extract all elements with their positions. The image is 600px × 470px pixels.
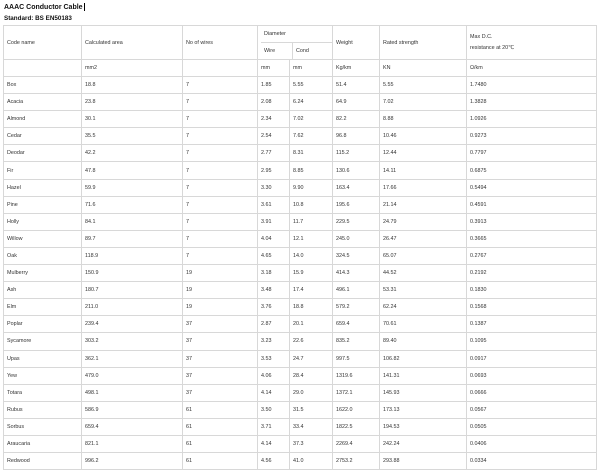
header-rated-strength: Rated strength bbox=[380, 26, 467, 60]
cell-rated-strength: 7.02 bbox=[380, 94, 467, 111]
cell-code-name: Acacia bbox=[4, 94, 82, 111]
cell-no-of-wires: 61 bbox=[183, 401, 258, 418]
cell-code-name: Redwood bbox=[4, 453, 82, 470]
cell-max-dc-resistance: 0.0505 bbox=[467, 418, 597, 435]
cell-wire-diameter: 4.56 bbox=[258, 453, 290, 470]
header-max-dc-line1: Max D.C. bbox=[470, 33, 493, 40]
cell-rated-strength: 24.79 bbox=[380, 213, 467, 230]
cell-wire-diameter: 3.61 bbox=[258, 196, 290, 213]
table-row bbox=[4, 179, 597, 196]
cell-wire-diameter: 3.91 bbox=[258, 213, 290, 230]
cell-wire-diameter: 2.87 bbox=[258, 316, 290, 333]
cell-cond-diameter: 6.24 bbox=[290, 94, 333, 111]
cell-wire-diameter: 4.65 bbox=[258, 247, 290, 264]
header-weight: Weight bbox=[333, 26, 380, 60]
cell-max-dc-resistance: 1.0926 bbox=[467, 111, 597, 128]
cell-rated-strength: 70.61 bbox=[380, 316, 467, 333]
cell-wire-diameter: 3.53 bbox=[258, 350, 290, 367]
cell-rated-strength: 141.31 bbox=[380, 367, 467, 384]
cell-code-name: Oak bbox=[4, 247, 82, 264]
cell-weight: 324.5 bbox=[333, 247, 380, 264]
cell-wire-diameter: 3.23 bbox=[258, 333, 290, 350]
cell-max-dc-resistance: 0.6875 bbox=[467, 162, 597, 179]
cell-no-of-wires: 7 bbox=[183, 179, 258, 196]
table-row bbox=[4, 162, 597, 179]
table-row bbox=[4, 453, 597, 470]
cell-max-dc-resistance: 0.0917 bbox=[467, 350, 597, 367]
unit-cond: mm bbox=[290, 60, 333, 77]
cell-wire-diameter: 2.95 bbox=[258, 162, 290, 179]
cell-code-name: Totara bbox=[4, 384, 82, 401]
table-row bbox=[4, 230, 597, 247]
cell-calculated-area: 35.5 bbox=[82, 128, 183, 145]
cell-code-name: Yew bbox=[4, 367, 82, 384]
cell-max-dc-resistance: 0.0693 bbox=[467, 367, 597, 384]
table-row bbox=[4, 350, 597, 367]
cell-weight: 997.5 bbox=[333, 350, 380, 367]
cell-calculated-area: 42.2 bbox=[82, 145, 183, 162]
cell-cond-diameter: 41.0 bbox=[290, 453, 333, 470]
cell-max-dc-resistance: 0.3665 bbox=[467, 230, 597, 247]
cell-no-of-wires: 61 bbox=[183, 435, 258, 452]
cell-calculated-area: 71.6 bbox=[82, 196, 183, 213]
cell-weight: 96.8 bbox=[333, 128, 380, 145]
cell-calculated-area: 996.2 bbox=[82, 453, 183, 470]
cell-code-name: Willow bbox=[4, 230, 82, 247]
cell-rated-strength: 5.55 bbox=[380, 77, 467, 94]
table-row bbox=[4, 299, 597, 316]
header-no-of-wires: No of wires bbox=[183, 26, 258, 60]
cell-weight: 1319.6 bbox=[333, 367, 380, 384]
cell-cond-diameter: 20.1 bbox=[290, 316, 333, 333]
cell-max-dc-resistance: 0.0334 bbox=[467, 453, 597, 470]
cell-code-name: Sycamore bbox=[4, 333, 82, 350]
table-row bbox=[4, 401, 597, 418]
cell-weight: 115.2 bbox=[333, 145, 380, 162]
cell-wire-diameter: 2.77 bbox=[258, 145, 290, 162]
header-row bbox=[4, 26, 597, 60]
cell-cond-diameter: 12.1 bbox=[290, 230, 333, 247]
cell-wire-diameter: 4.04 bbox=[258, 230, 290, 247]
unit-no-of-wires bbox=[183, 60, 258, 77]
document-title bbox=[4, 3, 85, 11]
cell-cond-diameter: 24.7 bbox=[290, 350, 333, 367]
cell-weight: 835.2 bbox=[333, 333, 380, 350]
cell-no-of-wires: 37 bbox=[183, 384, 258, 401]
cell-no-of-wires: 61 bbox=[183, 453, 258, 470]
table-row bbox=[4, 77, 597, 94]
cell-cond-diameter: 8.85 bbox=[290, 162, 333, 179]
standard-label: Standard: BS EN50183 bbox=[4, 15, 72, 22]
cell-max-dc-resistance: 0.9273 bbox=[467, 128, 597, 145]
cell-wire-diameter: 2.34 bbox=[258, 111, 290, 128]
cell-cond-diameter: 5.55 bbox=[290, 77, 333, 94]
cell-max-dc-resistance: 0.1568 bbox=[467, 299, 597, 316]
cell-calculated-area: 180.7 bbox=[82, 282, 183, 299]
cell-rated-strength: 173.13 bbox=[380, 401, 467, 418]
cell-calculated-area: 239.4 bbox=[82, 316, 183, 333]
cell-code-name: Holly bbox=[4, 213, 82, 230]
cell-code-name: Upas bbox=[4, 350, 82, 367]
cell-cond-diameter: 8.31 bbox=[290, 145, 333, 162]
cell-weight: 82.2 bbox=[333, 111, 380, 128]
unit-code-name bbox=[4, 60, 82, 77]
cell-weight: 579.2 bbox=[333, 299, 380, 316]
cell-wire-diameter: 4.14 bbox=[258, 435, 290, 452]
table-row bbox=[4, 418, 597, 435]
cell-cond-diameter: 9.90 bbox=[290, 179, 333, 196]
cell-rated-strength: 14.11 bbox=[380, 162, 467, 179]
cell-rated-strength: 62.24 bbox=[380, 299, 467, 316]
cell-wire-diameter: 4.14 bbox=[258, 384, 290, 401]
cell-code-name: Rubus bbox=[4, 401, 82, 418]
cell-max-dc-resistance: 0.2767 bbox=[467, 247, 597, 264]
table-row bbox=[4, 265, 597, 282]
cell-weight: 163.4 bbox=[333, 179, 380, 196]
cell-max-dc-resistance: 0.7797 bbox=[467, 145, 597, 162]
cell-max-dc-resistance: 0.0406 bbox=[467, 435, 597, 452]
cell-cond-diameter: 7.62 bbox=[290, 128, 333, 145]
cell-max-dc-resistance: 0.5494 bbox=[467, 179, 597, 196]
cell-no-of-wires: 7 bbox=[183, 230, 258, 247]
cell-rated-strength: 89.40 bbox=[380, 333, 467, 350]
table-row bbox=[4, 111, 597, 128]
cell-no-of-wires: 7 bbox=[183, 94, 258, 111]
cell-code-name: Hazel bbox=[4, 179, 82, 196]
cell-wire-diameter: 2.08 bbox=[258, 94, 290, 111]
cell-cond-diameter: 22.6 bbox=[290, 333, 333, 350]
cell-cond-diameter: 10.8 bbox=[290, 196, 333, 213]
cell-cond-diameter: 7.02 bbox=[290, 111, 333, 128]
table-row bbox=[4, 384, 597, 401]
cell-weight: 229.5 bbox=[333, 213, 380, 230]
cell-max-dc-resistance: 0.1830 bbox=[467, 282, 597, 299]
cell-cond-diameter: 14.0 bbox=[290, 247, 333, 264]
unit-calculated-area: mm2 bbox=[82, 60, 183, 77]
cell-weight: 1372.1 bbox=[333, 384, 380, 401]
cell-rated-strength: 106.82 bbox=[380, 350, 467, 367]
table-row bbox=[4, 316, 597, 333]
cell-cond-diameter: 28.4 bbox=[290, 367, 333, 384]
cell-rated-strength: 65.07 bbox=[380, 247, 467, 264]
header-max-dc-resistance bbox=[467, 26, 597, 60]
table-row bbox=[4, 128, 597, 145]
cell-weight: 2269.4 bbox=[333, 435, 380, 452]
cell-wire-diameter: 3.71 bbox=[258, 418, 290, 435]
cell-calculated-area: 23.8 bbox=[82, 94, 183, 111]
cell-rated-strength: 53.31 bbox=[380, 282, 467, 299]
cell-cond-diameter: 15.9 bbox=[290, 265, 333, 282]
cell-code-name: Araucaria bbox=[4, 435, 82, 452]
conductor-spec-table bbox=[3, 25, 597, 470]
cell-calculated-area: 362.1 bbox=[82, 350, 183, 367]
title-text: AAAC Conductor Cable bbox=[4, 3, 83, 11]
text-cursor bbox=[84, 3, 85, 11]
cell-max-dc-resistance: 1.7480 bbox=[467, 77, 597, 94]
cell-no-of-wires: 7 bbox=[183, 111, 258, 128]
cell-calculated-area: 18.8 bbox=[82, 77, 183, 94]
cell-code-name: Deodar bbox=[4, 145, 82, 162]
cell-code-name: Fir bbox=[4, 162, 82, 179]
cell-cond-diameter: 29.0 bbox=[290, 384, 333, 401]
table-row bbox=[4, 367, 597, 384]
cell-code-name: Poplar bbox=[4, 316, 82, 333]
cell-max-dc-resistance: 0.4591 bbox=[467, 196, 597, 213]
cell-weight: 195.6 bbox=[333, 196, 380, 213]
cell-no-of-wires: 37 bbox=[183, 333, 258, 350]
cell-rated-strength: 8.88 bbox=[380, 111, 467, 128]
cell-rated-strength: 21.14 bbox=[380, 196, 467, 213]
cell-calculated-area: 84.1 bbox=[82, 213, 183, 230]
cell-weight: 659.4 bbox=[333, 316, 380, 333]
cell-wire-diameter: 3.50 bbox=[258, 401, 290, 418]
cell-max-dc-resistance: 1.3828 bbox=[467, 94, 597, 111]
cell-wire-diameter: 2.54 bbox=[258, 128, 290, 145]
table-row bbox=[4, 247, 597, 264]
header-max-dc-line2: resistance at 20℃ bbox=[470, 44, 515, 51]
cell-rated-strength: 145.93 bbox=[380, 384, 467, 401]
cell-rated-strength: 17.66 bbox=[380, 179, 467, 196]
cell-no-of-wires: 7 bbox=[183, 247, 258, 264]
unit-weight: Kg/km bbox=[333, 60, 380, 77]
cell-weight: 1622.0 bbox=[333, 401, 380, 418]
cell-cond-diameter: 18.8 bbox=[290, 299, 333, 316]
cell-max-dc-resistance: 0.0567 bbox=[467, 401, 597, 418]
cell-cond-diameter: 37.3 bbox=[290, 435, 333, 452]
table-row bbox=[4, 145, 597, 162]
cell-calculated-area: 586.9 bbox=[82, 401, 183, 418]
cell-code-name: Pine bbox=[4, 196, 82, 213]
cell-rated-strength: 12.44 bbox=[380, 145, 467, 162]
cell-no-of-wires: 19 bbox=[183, 299, 258, 316]
cell-no-of-wires: 7 bbox=[183, 77, 258, 94]
cell-calculated-area: 59.9 bbox=[82, 179, 183, 196]
cell-no-of-wires: 61 bbox=[183, 418, 258, 435]
cell-weight: 64.9 bbox=[333, 94, 380, 111]
cell-cond-diameter: 31.5 bbox=[290, 401, 333, 418]
table-row bbox=[4, 435, 597, 452]
unit-max-dc: Ω/km bbox=[467, 60, 597, 77]
cell-no-of-wires: 37 bbox=[183, 367, 258, 384]
cell-calculated-area: 47.8 bbox=[82, 162, 183, 179]
cell-rated-strength: 194.53 bbox=[380, 418, 467, 435]
cell-code-name: Sorbus bbox=[4, 418, 82, 435]
cell-code-name: Box bbox=[4, 77, 82, 94]
cell-max-dc-resistance: 0.1095 bbox=[467, 333, 597, 350]
cell-wire-diameter: 3.18 bbox=[258, 265, 290, 282]
table-row bbox=[4, 94, 597, 111]
cell-no-of-wires: 7 bbox=[183, 213, 258, 230]
cell-no-of-wires: 7 bbox=[183, 145, 258, 162]
cell-rated-strength: 26.47 bbox=[380, 230, 467, 247]
unit-wire: mm bbox=[258, 60, 290, 77]
cell-code-name: Cedar bbox=[4, 128, 82, 145]
cell-no-of-wires: 19 bbox=[183, 282, 258, 299]
cell-cond-diameter: 11.7 bbox=[290, 213, 333, 230]
cell-calculated-area: 498.1 bbox=[82, 384, 183, 401]
cell-max-dc-resistance: 0.0666 bbox=[467, 384, 597, 401]
header-diameter: Diameter bbox=[261, 26, 332, 43]
header-diameter-group bbox=[258, 26, 333, 60]
cell-weight: 2753.2 bbox=[333, 453, 380, 470]
cell-max-dc-resistance: 0.3913 bbox=[467, 213, 597, 230]
cell-wire-diameter: 4.06 bbox=[258, 367, 290, 384]
cell-calculated-area: 211.0 bbox=[82, 299, 183, 316]
cell-weight: 245.0 bbox=[333, 230, 380, 247]
cell-weight: 130.6 bbox=[333, 162, 380, 179]
cell-cond-diameter: 33.4 bbox=[290, 418, 333, 435]
header-cond: Cond bbox=[296, 48, 309, 54]
cell-calculated-area: 821.1 bbox=[82, 435, 183, 452]
table-row bbox=[4, 213, 597, 230]
cell-no-of-wires: 37 bbox=[183, 316, 258, 333]
table-row bbox=[4, 333, 597, 350]
cell-calculated-area: 89.7 bbox=[82, 230, 183, 247]
cell-no-of-wires: 19 bbox=[183, 265, 258, 282]
table-row bbox=[4, 282, 597, 299]
cell-weight: 414.3 bbox=[333, 265, 380, 282]
cell-wire-diameter: 3.48 bbox=[258, 282, 290, 299]
cell-weight: 51.4 bbox=[333, 77, 380, 94]
cell-calculated-area: 303.2 bbox=[82, 333, 183, 350]
cell-code-name: Mulberry bbox=[4, 265, 82, 282]
cell-rated-strength: 44.52 bbox=[380, 265, 467, 282]
cell-wire-diameter: 1.85 bbox=[258, 77, 290, 94]
cell-rated-strength: 10.46 bbox=[380, 128, 467, 145]
cell-weight: 1822.5 bbox=[333, 418, 380, 435]
cell-rated-strength: 293.88 bbox=[380, 453, 467, 470]
cell-code-name: Almond bbox=[4, 111, 82, 128]
cell-calculated-area: 150.9 bbox=[82, 265, 183, 282]
cell-weight: 496.1 bbox=[333, 282, 380, 299]
table-row bbox=[4, 196, 597, 213]
cell-calculated-area: 479.0 bbox=[82, 367, 183, 384]
cell-wire-diameter: 3.30 bbox=[258, 179, 290, 196]
cell-calculated-area: 118.9 bbox=[82, 247, 183, 264]
cell-no-of-wires: 7 bbox=[183, 128, 258, 145]
cell-calculated-area: 30.1 bbox=[82, 111, 183, 128]
cell-rated-strength: 242.24 bbox=[380, 435, 467, 452]
cell-max-dc-resistance: 0.2192 bbox=[467, 265, 597, 282]
header-calculated-area: Calculated area bbox=[82, 26, 183, 60]
cell-max-dc-resistance: 0.1387 bbox=[467, 316, 597, 333]
unit-rated-strength: KN bbox=[380, 60, 467, 77]
cell-code-name: Ash bbox=[4, 282, 82, 299]
header-wire: Wire bbox=[261, 43, 293, 59]
cell-no-of-wires: 37 bbox=[183, 350, 258, 367]
cell-no-of-wires: 7 bbox=[183, 162, 258, 179]
cell-wire-diameter: 3.76 bbox=[258, 299, 290, 316]
cell-cond-diameter: 17.4 bbox=[290, 282, 333, 299]
unit-row bbox=[4, 60, 597, 77]
header-code-name: Code name bbox=[4, 26, 82, 60]
table-body bbox=[4, 77, 597, 470]
cell-no-of-wires: 7 bbox=[183, 196, 258, 213]
cell-calculated-area: 659.4 bbox=[82, 418, 183, 435]
cell-code-name: Elm bbox=[4, 299, 82, 316]
